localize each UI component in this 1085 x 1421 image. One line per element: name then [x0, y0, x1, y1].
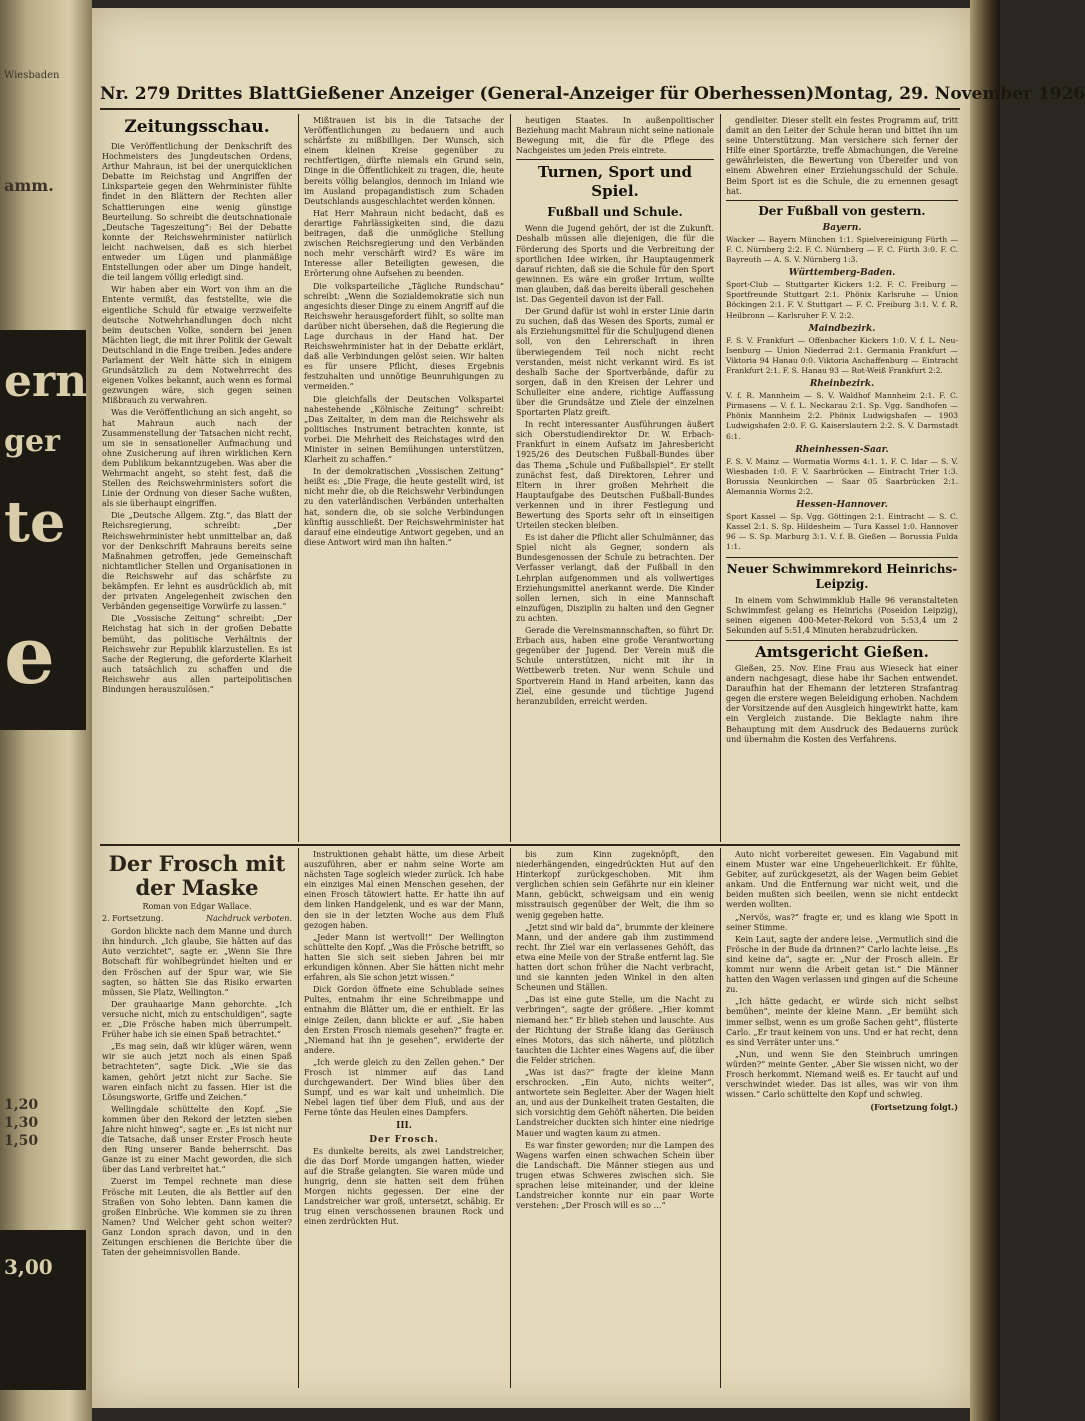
paragraph: gendleiter. Dieser stellt ein festes Programm auf, tritt damit an den Leiter der Schule heran und bittet ihn um seine Unterstützung. Man versichere sich ferner der Hilfe einer Sportärzte, treffe Abmachungen, die Vereine gewährleisten, die Bewertung von Übereifer und von einem Abwehren einer Erziehungsschuld der Schule. Beim Sport ist es die Schule, die zu ernennen gesagt hat. — [726, 116, 958, 196]
region-heading: Rheinbezirk. — [809, 379, 875, 390]
divider — [726, 557, 958, 558]
edge-fragment: Wiesbaden — [4, 70, 60, 81]
paragraph: Es ist daher die Pflicht aller Schulmänner, das Spiel nicht als Gegner, sondern als Bundesgenossen der Schule zu betrachten. Der Verfasser verlangt, daß der Fußball in den Lehrplan aufgenommen und als vollwertiges Erziehungsmittel anerkannt werde. Die Kinder sollen lernen, sich in eine Mannschaft einzufügen, Disziplin zu halten und den Gegner zu achten. — [516, 533, 714, 623]
chapter-title: Der Frosch. — [369, 1134, 439, 1145]
paragraph: Die gleichfalls der Deutschen Volkspartei nahestehende „Kölnische Zeitung“ schreibt: „Das Zeitalter, in dem man die Reichswehr als politisches Instrument betrachten konnte, ist vorbei. Die Mehrheit des Reichstages wird den Minister in seinen Bemühungen unterstützen, Klarheit zu schaffen.“ — [304, 394, 504, 465]
paragraph: „Was ist das?“ fragte der kleine Mann erschrocken. „Ein Auto, nichts weiter“, antwortete sein Begleiter. Aber der Wagen hielt an, und aus der Dunkelheit traten Gestalten, die sich vorsichtig dem Gehöft näherten. Die beiden Landstreicher duckten sich hinter eine niedrige Mauer und wagten kaum zu atmen. — [516, 1067, 714, 1138]
paragraph: Kein Laut, sagte der andere leise. „Vermutlich sind die Frösche in der Bude da drinnen?“ Carlo lachte leise. „Es sind keine da“, sagte er. „Nur der Frosch allein. Er kommt nur wenn die Arbeit getan ist.“ Die Männer hatten den Wagen verlassen und gingen auf die Scheune zu. — [726, 934, 958, 995]
novel-column-1 — [102, 850, 292, 1390]
issue-number: Nr. 279 Drittes Blatt — [100, 84, 296, 104]
edge-fragment: ern — [4, 356, 88, 407]
reprint-notice: Nachdruck verboten. — [205, 914, 292, 924]
paragraph: „Das ist eine gute Stelle, um die Nacht zu verbringen“, sagte der größere. „Hier kommt niemand her.“ Er blieb stehen und lauschte. Aus der Richtung der Straße klang das Geräusch eines Motors, das sich näherte, und plötzlich tauchten die Lichter eines Wagens auf, die über die Felder strichen. — [516, 995, 714, 1065]
novel-part: 2. Fortsetzung. — [102, 914, 164, 924]
paragraph: Die „Deutsche Allgem. Ztg.“, das Blatt der Reichsregierung, schreibt: „Der Reichswehrminister hebt unmittelbar an, daß vor der Denkschrift Mahrauns bereits seine Maßnahmen getroffen, jede Gemeinschaft nichtamtlicher Stellen und Organisationen in die Reichswehr auf das schärfste zu bekämpfen. Er lehnt es ausdrücklich ab, mit der privaten Angelegenheit zwischen den Verbänden gegenseitige Vorwürfe zu lassen.“ — [102, 511, 292, 612]
paragraph: „Nervös, was?“ fragte er, und es klang wie Spott in seiner Stimme. — [726, 912, 958, 932]
edge-fragment: te — [4, 489, 66, 555]
column-rule — [720, 114, 721, 842]
column-rule — [510, 848, 511, 1388]
results-text: Wacker — Bayern München 1:1. Spielvereinigung Fürth — F. C. Nürnberg 2:2. F. C. Nürnberg — F. C. Fürth 3:0. F. C. Bayreuth — A. S. V. Nürnberg 1:3. — [726, 234, 958, 265]
novel-title: Der Frosch mit der Maske — [108, 851, 286, 900]
results-text: Sport Kassel — Sp. Vgg. Göttingen 2:1. Eintracht — S. C. Kassel 2:1. S. Sp. Hildesheim — Tura Kassel 1:0. Hannover 96 — S. Sp. Marburg 3:1. V. f. B. Gießen — Borussia Fulda 1:1. — [726, 512, 958, 552]
newspaper-title: Gießener Anzeiger (General-Anzeiger für Oberhessen) — [295, 84, 815, 104]
edge-fragment: 1,30 — [4, 1115, 39, 1131]
issue-date: Montag, 29. November 1926 — [814, 84, 1085, 104]
paragraph: Was die Veröffentlichung an sich angeht, so hat Mahraun auch nach der Zusammenstellung der Tatsachen nicht recht, um sie in sensationeller Aufmachung und ohne Zusicherung auf ihren wirklichen Kern dem Publikum bekanntzugeben. Was aber die Wehrmacht angeht, so steht fest, daß die Stellen des Reichswehrministers sofort die Linie der Ordnung von dieser Sache wußten, als sie überhaupt eingriffen. — [102, 408, 292, 509]
divider — [726, 640, 958, 641]
novel-meta — [102, 914, 292, 924]
results-column — [726, 116, 958, 840]
paragraph: In der demokratischen „Vossischen Zeitung“ heißt es: „Die Frage, die heute gestellt wird, ist nicht mehr die, ob die Reichswehr Verbindungen zu den vaterländischen Verbänden unterhalten hat, sondern die, ob sie solche Verbindungen künftig ausschließt. Der Reichswehrminister hat darauf eine eindeutige Antwort gegeben, und an diese Antwort wird man ihn halten.“ — [304, 467, 504, 547]
column-rule — [298, 114, 299, 842]
paragraph: Wenn die Jugend gehört, der ist die Zukunft. Deshalb müssen alle diejenigen, die für die Förderung des Sports und die Verbreitung der sportlichen Idee wirken, ihr Hauptaugenmerk darauf richten, daß sie die Schule für den Sport gewinnen. Es wäre ein großer Irrtum, wollte man glauben, daß das bereits überall geschehen ist. Das Gegenteil davon ist der Fall. — [516, 224, 714, 305]
paragraph: Gießen, 25. Nov. Eine Frau aus Wieseck hat einer andern nachgesagt, diese habe ihr Sachen entwendet. Daraufhin hat der Ehemann der letzteren Strafantrag gegen die erstere wegen Beleidigung erhoben. Nachdem der Vorsitzende auf den Ausgleich hingewirkt hatte, kam ein Vergleich zustande. Die Beklagte nahm ihre Behauptung mit dem Ausdruck des Bedauerns zurück und übernahm die Kosten des Verfahrens. — [726, 663, 958, 744]
book-binding-edge — [970, 0, 1000, 1421]
paragraph: „Ich werde gleich zu den Zellen gehen.“ Der Frosch ist nimmer auf das Land durchgewandert. Der Wind blies über den Sumpf, und es war kalt und unheimlich. Die Nebel lagen tief über dem Fluß, und aus der Ferne tönte das Heulen eines Dampfers. — [304, 1057, 504, 1118]
edge-fragment: 3,00 — [4, 1255, 53, 1279]
paragraph: Auto nicht vorbereitet gewesen. Ein Vagabund mit einem Muster war eine Ungeheuerlichkeit. Er fühlte, Gebiter, auf zurückgesetzt, als der Wagen beim Gebiet ankam. Und die Entfernung war nicht weit, und die beiden mußten sich beeilen, wenn sie nicht entdeckt werden wollten. — [726, 850, 958, 910]
results-text: F. S. V. Mainz — Wormatia Worms 4:1. 1. F. C. Idar — S. V. Wiesbaden 1:0. F. V. Saarbrücken — Eintracht Trier 1:3. Borussia Neunkirchen — Saar 05 Saarbrücken 2:1. Alemannia Worms 2:2. — [726, 456, 958, 496]
swim-record-title: Neuer Schwimmrekord Heinrichs-Leipzig. — [726, 561, 958, 591]
column-rule — [298, 848, 299, 1388]
novel-column-2 — [304, 850, 504, 1390]
paragraph: Der Grund dafür ist wohl in erster Linie darin zu suchen, daß das Wesen des Sports, zumal er als Erziehungsmittel für die Schuljugend dienen soll, von den Lehrerschaft in ihren überwiegendem Teil noch nicht recht verstanden, meist nicht verkannt wird. Es ist deshalb Sache der Sportverbände, dafür zu sorgen, daß in den Kreisen der Lehrer und Schulleiter eine andere, richtige Auffassung über die Grundsätze und Ziele der einzelnen Sportarten Platz greift. — [516, 307, 714, 418]
paragraph: Es war finster geworden; nur die Lampen des Wagens warfen einen schwachen Schein über die Landschaft. Die Männer stiegen aus und trugen etwas Schweres zwischen sich. Sie sprachen leise miteinander, und der kleine Landstreicher konnte nur ein paar Worte verstehen: „Der Frosch will es so …“ — [516, 1140, 714, 1211]
paragraph: Der grauhaarige Mann gehorchte. „Ich versuche nicht, mich zu entschuldigen“, sagte er. „Die Frösche haben mich überrumpelt. Früher habe ich sie einen Spaß betrachtet.“ — [102, 999, 292, 1040]
paragraph: Die „Vossische Zeitung“ schreibt: „Der Reichstag hat sich in der großen Debatte bemüht, das politische Verhältnis der Reichswehr zur Republik klarzustellen. Es ist Sache der Regierung, die geforderte Klarheit auch tatsächlich zu schaffen und die Reichswehr aus allen parteipolitischen Bindungen herauszulösen.“ — [102, 614, 292, 694]
paragraph: heutigen Staates. In außenpolitischer Beziehung macht Mahraun nicht seine nationale Bewegung mit, die für die Pflege des Nachgeistes um jeden Preis eintrete. — [516, 116, 714, 156]
edge-fragment: amm. — [4, 176, 54, 195]
region-heading: Hessen-Hannover. — [796, 500, 888, 511]
results-text: F. S. V. Frankfurt — Offenbacher Kickers 1:0. V. f. L. Neu-Isenburg — Union Niederrad 2:1. Germania Frankfurt — Viktoria 94 Hanau 0:0. Viktoria Aschaffenburg — Eintracht Frankfurt 2:1. F. S. Hanau 93 — Rot-Weiß Frankfurt 2:2. — [726, 335, 958, 375]
novel-column-4 — [726, 850, 958, 1390]
sport-title: Turnen, Sport und Spiel. — [537, 163, 693, 201]
novel-byline: Roman von Edgar Wallace. — [142, 902, 252, 911]
zeitungsschau-column — [102, 116, 292, 840]
column-rule — [510, 114, 511, 842]
edge-fragment: 1,50 — [4, 1133, 39, 1149]
paragraph: „Ich hätte gedacht, er würde sich nicht selbst bemühen“, meinte der kleine Mann. „Er bemüht sich immer selbst, wenn es um große Sachen geht“, flüsterte Carlo. „Er traut keinem von uns. Und er hat recht, denn es sind Verräter unter uns.“ — [726, 997, 958, 1047]
paragraph: bis zum Kinn zugeknöpft, den niederhängenden, eingedrückten Hut auf den Hinterkopf zurückgeschoben. Mit ihm verglichen schien sein Gefährte nur ein kleiner Mann, gebückt, schweigsam und ein wenig misstrauisch gegenüber der Welt, die ihm so wenig gegeben hatte. — [516, 850, 714, 920]
results-text: V. f. R. Mannheim — S. V. Waldhof Mannheim 2:1. F. C. Pirmasens — V. f. L. Neckarau 2:1. Sp. Vgg. Sandhofen — Phönix Mannheim 2:2. Phönix Ludwigshafen — 1903 Ludwigshafen 2:0. F. G. Kaiserslautern 2:2. S. V. Darmstadt 6:1. — [726, 391, 958, 441]
column-rule — [720, 848, 721, 1388]
court-title: Amtsgericht Gießen. — [755, 642, 929, 661]
paragraph: Zuerst im Tempel rechnete man diese Frösche mit Leuten, die als Bettler auf den Straßen von Soho lebten. Dann kamen die großen Einbrüche. Wie kommen sie zu ihren Namen? Und Welcher geht schon weiter? Ganz London sprach davon, und in den Zeitungen erschienen die Berichte über die Taten der geheimnisvollen Bande. — [102, 1177, 292, 1258]
divider — [516, 159, 714, 160]
novel-column-3 — [516, 850, 714, 1390]
paragraph: Die Veröffentlichung der Denkschrift des Hochmeisters des Jungdeutschen Ordens, Arthur Mahraun, ist bei der unerquicklichen Debatte im Reichstag und Angriffen der Linksparteie gegen den Wehrminister fühlte findet in den Blättern der Rechten aller Schattierungen eine wenig günstige Beurteilung. So schreibt die deutschnationale „Deutsche Tageszeitung“: Bei der Debatte konnte der Reichswehrminister natürlich leicht nachweisen, daß es sich hierbei entweder um Lügen und planmäßige Entstellungen oder aber um Dinge handelt, die teil langem völlig erledigt sind. — [102, 142, 292, 283]
paragraph: „Jetzt sind wir bald da“, brummte der kleinere Mann, und der andere gab ihm zustimmend recht. Ihr Ziel war ein verlassenes Gehöft, das etwa eine Meile von der Straße entfernt lag. Sie hatten dort schon früher die Nacht verbracht, und sie kannten jeden Winkel in den alten Scheunen und Ställen. — [516, 922, 714, 993]
sport-subtitle: Fußball und Schule. — [547, 205, 683, 220]
paragraph: Instruktionen gehabt hätte, um diese Arbeit auszuführen, aber er nahm seine Worte am nächsten Tage sogleich wieder zurück. Ich habe ein einziges Mal einen Menschen gesehen, der einen Frosch tätowiert hatte. Er hatte ihn auf dem linken Handgelenk, und es war der Mann, den sie in der letzten Woche aus dem Fluß gezogen haben. — [304, 850, 504, 930]
results-text: Sport-Club — Stuttgarter Kickers 1:2. F. C. Freiburg — Sportfreunde Stuttgart 2:1. Phönix Karlsruhe — Union Böckingen 2:1. F. V. Stuttgart — F. C. Freiburg 3:1. V. f. R. Heilbronn — Karlsruher F. V. 2:2. — [726, 280, 958, 320]
paragraph: „Nun, und wenn Sie den Steinbruch umringen würden?“ meinte Genter. „Aber Sie wissen nicht, wo der Frosch herkommt. Niemand weiß es. Er taucht auf und verschwindet wieder. Das ist alles, was wir von ihm wissen.“ Carlo schüttelte den Kopf und schwieg. — [726, 1049, 958, 1100]
section-rule — [100, 844, 960, 846]
edge-fragment: ger — [4, 424, 60, 459]
region-heading: Rheinhessen-Saar. — [795, 444, 889, 455]
zeitungsschau-title: Zeitungsschau. — [124, 117, 270, 137]
paragraph: „Jeder Mann ist wertvoll!“ Der Wellington schüttelte den Kopf. „Was die Frösche betrifft, so hatten Sie sich seit sieben Jahren bei mir erkundigen können. Aber Sie hätten nicht mehr erfahren, als Sie schon jetzt wissen.“ — [304, 932, 504, 983]
newspaper-page — [92, 8, 1085, 1408]
paragraph: Gordon blickte nach dem Manne und durch ihn hindurch. „Ich glaube, Sie hätten auf das Auto verzichtet“, sagte er. „Wenn Sie Ihre Botschaft für wohlbegründet hielten und er den Fröschen auf der Spur war, wie Sie sagten, so hätten Sie das Risiko erwarten müssen, Sie Platz, Wellington.“ — [102, 927, 292, 997]
paragraph: Gerade die Vereinsmannschaften, so führt Dr. Erbach aus, haben eine große Verantwortung gegenüber der Jugend. Der Verein muß die Schule unterstützen, nicht mit ihr in Wettbewerb treten. Nur wenn Schule und Sportverein Hand in Hand arbeiten, kann das Ziel, eine gesunde und tüchtige Jugend heranzubilden, erreicht werden. — [516, 626, 714, 706]
edge-fragment: e — [4, 608, 55, 702]
paragraph: Wir haben aber ein Wort von ihm an die Entente vermißt, das feststellte, wie die eigentliche Schuld für etwaige verzweifelte deutsche Notwehrhandlungen doch nicht beim deutschen Volke, sondern bei jenen Mächten liegt, die mit ihrer Politik der Gewalt Deutschland in die Enge treiben. Jedes andere Parlament der Welt hätte sich in einigem Grundsätzlich zu dem Notwehrrecht des eigenen Volkes bekannt, auch wenn es formal gezwungen wäre, sich gegen seinen Mißbrauch zu verwahren. — [102, 285, 292, 406]
paragraph: In recht interessanter Ausführungen äußert sich Oberstudiendirektor Dr. W. Erbach-Frankfurt in einem Aufsatz im Jahresbericht 1925/26 des Deutschen Fußball-Bundes über das Thema „Schule und Fußballspiel“. Er stellt zunächst fest, daß Direktoren, Lehrer und Eltern in ihrer großen Mehrheit die Hauptaufgabe des Deutschen Fußball-Bundes verkennen und in ihrer Festlegung und Bewertung des Sports sehr oft in einseitigen Urteilen stecken bleiben. — [516, 420, 714, 531]
continuation-note: (Fortsetzung folgt.) — [870, 1102, 958, 1113]
paragraph: Wellingdale schüttelte den Kopf. „Sie kommen über den Rekord der letzten sieben Jahre nicht hinweg“, sagte er. „Es ist nicht nur die Tatsache, daß unser Erster Frosch heute den Ring unserer Bande beherrscht. Das Ganze ist zu einer Macht geworden, die sich über das Land verbreitet hat.“ — [102, 1104, 292, 1175]
results-title: Der Fußball von gestern. — [758, 203, 926, 218]
paragraph: Mißtrauen ist bis in die Tatsache der Veröffentlichungen zu bedauern und auch schärfste zu mißbilligen. Der Wunsch, sich einem kleinen Kreise gegenüber zu rechtfertigen, dürfte niemals ein Grund sein, Dinge in die Öffentlichkeit zu tragen, die, heute bereits völlig belanglos, dennoch im Inland wie im Ausland propagandistisch zum Schaden Deutschlands ausgeschlachtet werden können. — [304, 116, 504, 206]
region-heading: Württemberg-Baden. — [788, 268, 896, 279]
sport-column — [516, 116, 714, 840]
region-heading: Bayern. — [822, 222, 862, 233]
divider — [726, 200, 958, 201]
paragraph: In einem vom Schwimmklub Halle 96 veranstalteten Schwimmfest gelang es Heinrichs (Poseidon Leipzig), seinen eigenen 400-Meter-Rekord von 5:53,4 um 2 Sekunden auf 5:51,4 Minuten herabzudrücken. — [726, 595, 958, 635]
chapter-number: III. — [396, 1121, 412, 1132]
paragraph: Die volksparteiliche „Tägliche Rundschau“ schreibt: „Wenn die Sozialdemokratie sich nun angesichts dieser Dinge zu einem Angriff auf die Reichswehr herausgefordert fühlt, so sollte man darüber nicht übersehen, daß die Regierung die Lage durchaus in der Hand hat. Der Reichswehrminister hat in der Debatte erklärt, daß alle Verbindungen gelöst seien. Wir halten es für unsere Pflicht, dieses Ergebnis festzuhalten und unnötige Beunruhigungen zu vermeiden.“ — [304, 281, 504, 392]
edge-fragment: 1,20 — [4, 1097, 39, 1113]
paragraph: „Es mag sein, daß wir klüger wären, wenn wir sie auch jetzt noch als einen Spaß betrachteten“, sagte Dick. „Wie sie das kamen, gehört jetzt nicht zur Sache. Sie waren einfach nicht zu fassen. Hier ist die Lösungsworte, Griffe und Zeichen.“ — [102, 1042, 292, 1102]
header-rule — [100, 108, 960, 110]
paragraph: Hat Herr Mahraun nicht bedacht, daß es derartige Fahrlässigkeiten sind, die dazu beitragen, daß die unmögliche Stellung zwischen Reichsregierung und den Verbänden noch mehr verschärft wird? Es wäre im Interesse aller Beteiligten gewesen, die Erörterung ohne Aufsehen zu beenden. — [304, 208, 504, 279]
adjacent-page-edge — [0, 0, 92, 1421]
edge-advert-block — [0, 1230, 86, 1390]
paragraph: Dick Gordon öffnete eine Schublade seines Pultes, entnahm ihr eine Schreibmappe und entnahm die Blätter um, die er enthielt. Er las einige Zeilen, dann blickte er auf. „Sie haben den Ersten Frosch niemals gesehen?“ fragte er. „Niemand hat ihn je gesehen“, erwiderte der andere. — [304, 985, 504, 1055]
page-header — [100, 74, 1085, 104]
zeitungsschau-continued-column — [304, 116, 504, 840]
paragraph: Es dunkelte bereits, als zwei Landstreicher, die das Dorf Morde umgangen hatten, wieder auf die Straße gelangten. Sie waren müde und hungrig, denn sie hatten seit dem frühen Morgen nichts gegessen. Der eine der Landstreicher war groß, untersetzt, schäbig. Er trug einen verschossenen braunen Rock und einen zerdrückten Hut. — [304, 1146, 504, 1227]
region-heading: Maindbezirk. — [808, 323, 876, 334]
